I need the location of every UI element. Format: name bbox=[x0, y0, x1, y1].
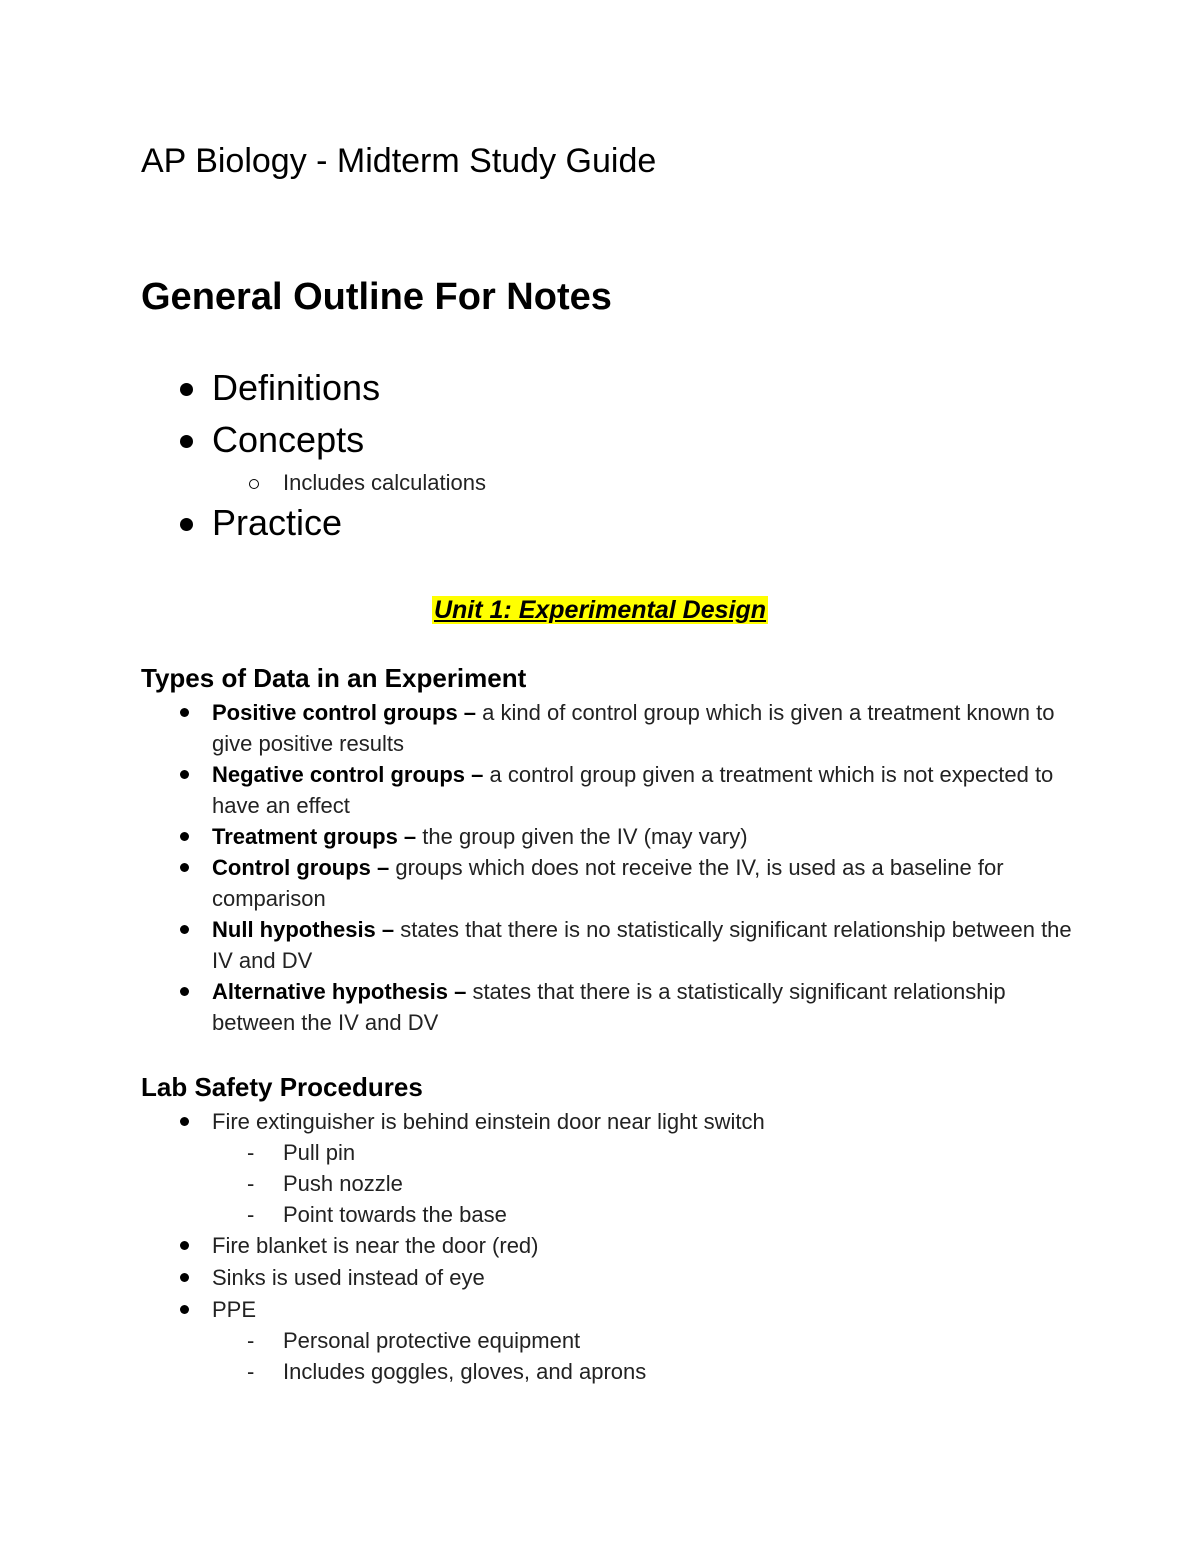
definition-term: Treatment groups – bbox=[212, 824, 417, 849]
safety-subitem-label: Pull pin bbox=[283, 1140, 356, 1165]
section-heading-data-types: Types of Data in an Experiment bbox=[141, 663, 527, 693]
bullet-icon bbox=[180, 383, 193, 396]
bullet-icon bbox=[180, 1117, 189, 1126]
definition-term: Alternative hypothesis – bbox=[212, 979, 467, 1004]
unit-heading-text: Unit 1: Experimental Design bbox=[433, 596, 767, 624]
bullet-icon bbox=[180, 1241, 189, 1250]
safety-subitem-label: Personal protective equipment bbox=[283, 1328, 581, 1353]
safety-item-label: Sinks is used instead of eye bbox=[212, 1265, 485, 1290]
safety-subitem-label: Includes goggles, gloves, and aprons bbox=[283, 1359, 647, 1384]
definition-text: states that there is no statistically significant relationship between the IV and DV bbox=[212, 917, 1072, 973]
bullet-icon bbox=[180, 1305, 189, 1314]
definition-term: Null hypothesis – bbox=[212, 917, 395, 942]
definition-text: a kind of control group which is given a treatment known to give positive results bbox=[212, 700, 1055, 756]
safety-item-label: Fire extinguisher is behind einstein door near light switch bbox=[212, 1109, 765, 1134]
outline-subitem-label: Includes calculations bbox=[283, 470, 487, 495]
definition-text: groups which does not receive the IV, is used as a baseline for comparison bbox=[212, 855, 1004, 911]
safety-subitem-label: Point towards the base bbox=[283, 1202, 507, 1227]
definition-term: Positive control groups – bbox=[212, 700, 477, 725]
outline-item-label: Concepts bbox=[212, 419, 365, 460]
bullet-icon bbox=[180, 770, 189, 779]
outline-item-label: Definitions bbox=[212, 367, 381, 408]
bullet-icon bbox=[180, 832, 189, 841]
dash-marker: - bbox=[247, 1171, 255, 1196]
hollow-bullet-icon bbox=[249, 479, 259, 489]
definition-text: a control group given a treatment which is not expected to have an effect bbox=[212, 762, 1054, 818]
bullet-icon bbox=[180, 925, 189, 934]
definition-term: Control groups – bbox=[212, 855, 390, 880]
safety-item-label: PPE bbox=[212, 1297, 257, 1322]
dash-marker: - bbox=[247, 1202, 255, 1227]
dash-marker: - bbox=[247, 1140, 255, 1165]
dash-marker: - bbox=[247, 1359, 255, 1384]
definition-text: the group given the IV (may vary) bbox=[422, 824, 748, 849]
safety-item-label: Fire blanket is near the door (red) bbox=[212, 1233, 539, 1258]
outline-item-label: Practice bbox=[212, 502, 343, 543]
bullet-icon bbox=[180, 435, 193, 448]
unit-heading bbox=[0, 594, 1200, 626]
bullet-icon bbox=[180, 987, 189, 996]
definition-text: states that there is a statistically significant relationship between the IV and DV bbox=[212, 979, 1006, 1035]
safety-subitem-label: Push nozzle bbox=[283, 1171, 403, 1196]
definition-term: Negative control groups – bbox=[212, 762, 484, 787]
bullet-icon bbox=[180, 1273, 189, 1282]
outline-heading: General Outline For Notes bbox=[141, 276, 612, 318]
bullet-icon bbox=[180, 708, 189, 717]
bullet-icon bbox=[180, 518, 193, 531]
document-title: AP Biology - Midterm Study Guide bbox=[141, 142, 657, 180]
section-heading-lab-safety: Lab Safety Procedures bbox=[141, 1072, 423, 1102]
bullet-icon bbox=[180, 863, 189, 872]
dash-marker: - bbox=[247, 1328, 255, 1353]
